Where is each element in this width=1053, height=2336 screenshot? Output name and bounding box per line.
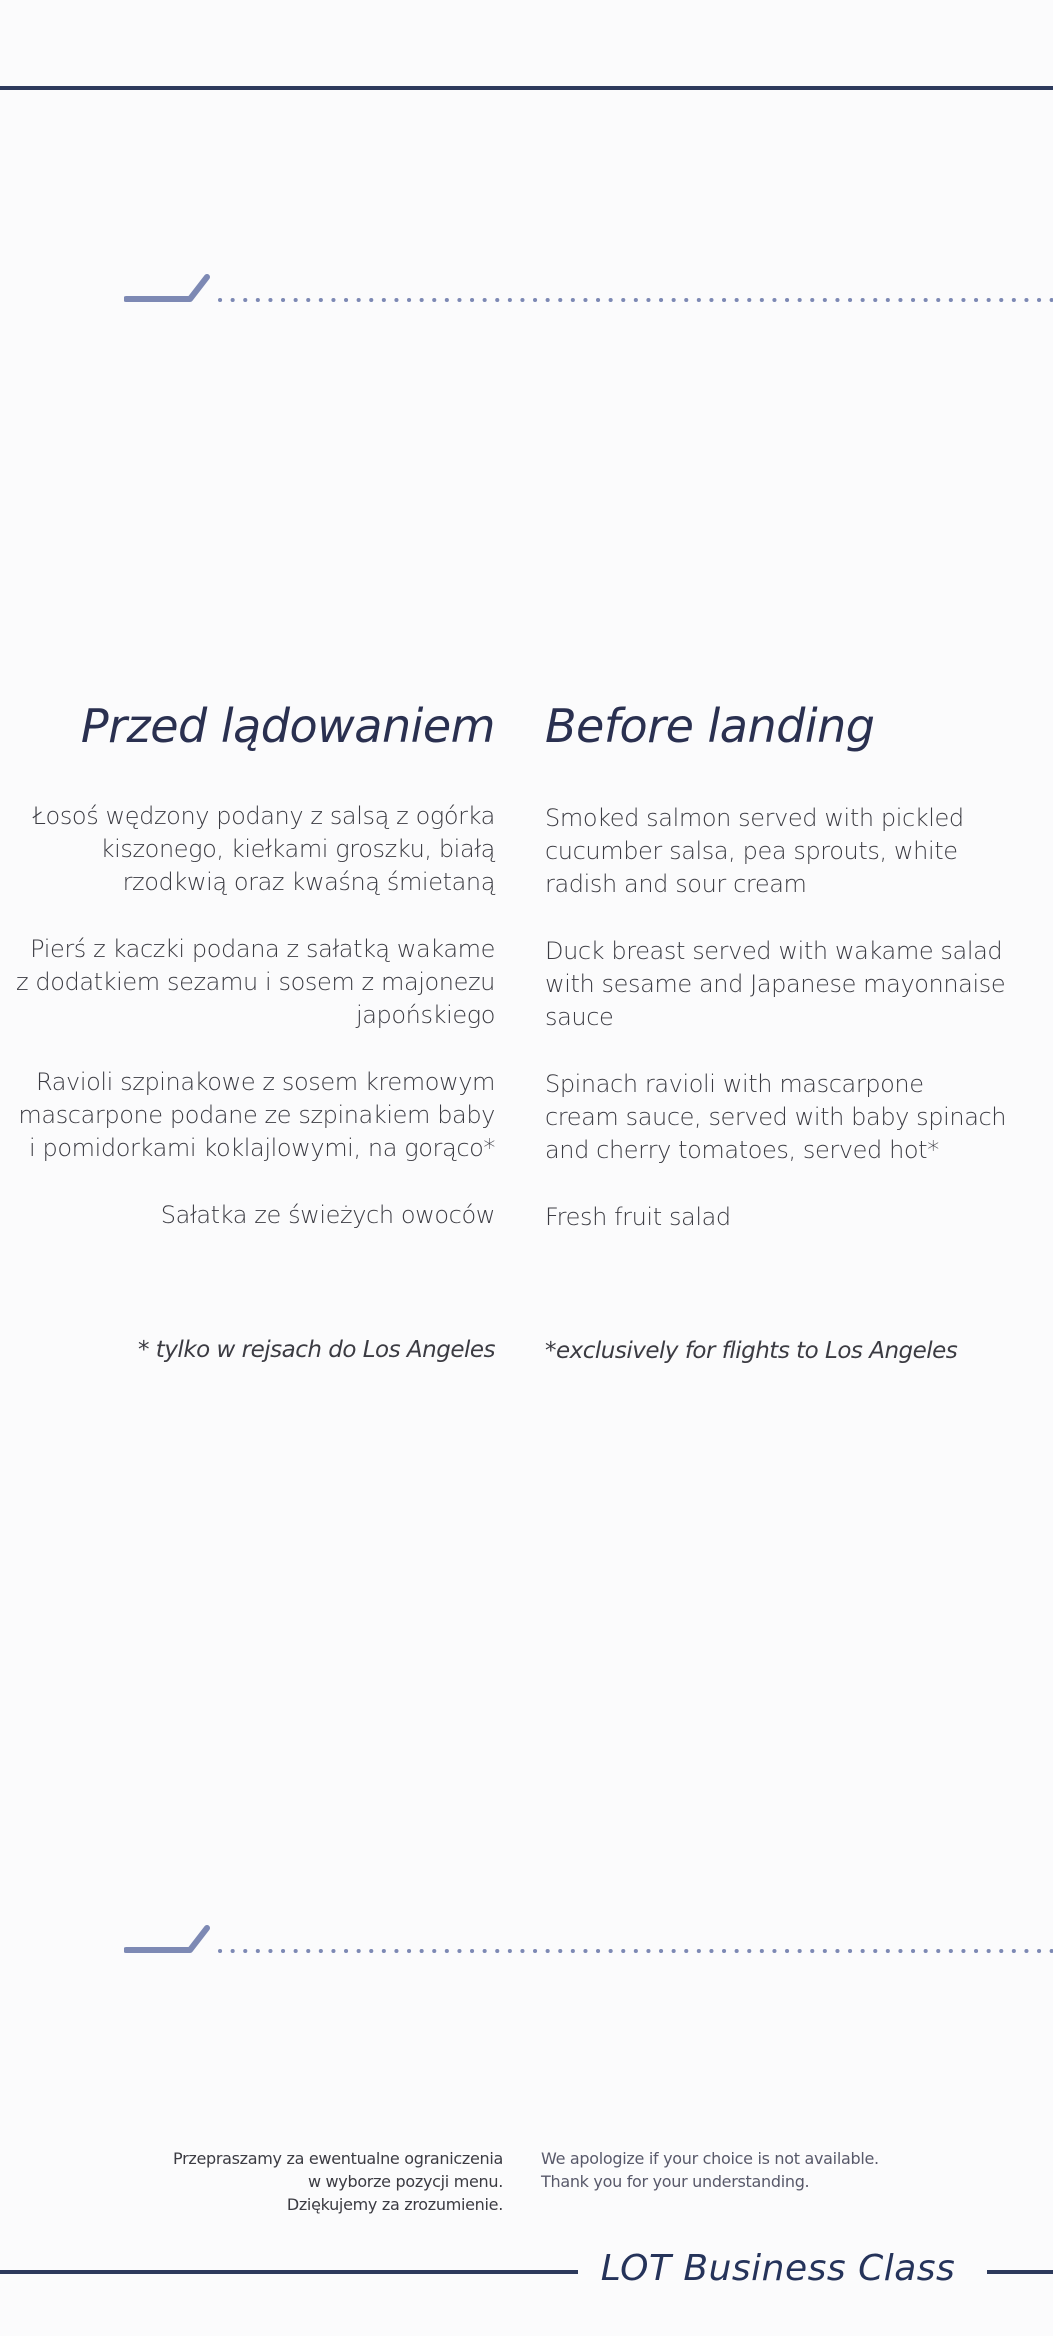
english-footnote: *exclusively for flights to Los Angeles [545, 1338, 958, 1364]
dish-line: cucumber salsa, pea sprouts, white [545, 837, 958, 865]
dish-line: Sałatka ze świeżych owoców [160, 1201, 495, 1229]
dish-line: Pierś z kaczki podana z sałatką wakame [30, 935, 495, 963]
dish-line: mascarpone podane ze szpinakiem baby [18, 1101, 495, 1129]
polish-dish-ravioli [15, 1066, 495, 1165]
dish-line: japońskiego [355, 1001, 495, 1029]
polish-dish-duck [15, 933, 495, 1032]
polish-section-heading: Przed lądowaniem [80, 699, 495, 753]
english-dish-ravioli [545, 1068, 1035, 1167]
apology-line: Thank you for your understanding. [541, 2172, 810, 2191]
dish-line: Fresh fruit salad [545, 1203, 731, 1231]
brand-name: LOT Business Class [600, 2248, 956, 2289]
dish-line: cream sauce, served with baby spinach [545, 1103, 1007, 1131]
dish-line: Łosoś wędzony podany z salsą z ogórka [32, 802, 495, 830]
apology-line: Dziękujemy za zrozumienie. [286, 2195, 503, 2214]
dish-line: and cherry tomatoes, served hot* [545, 1136, 939, 1164]
dish-line: i pomidorkami koklajlowymi, na gorąco* [29, 1134, 495, 1162]
dish-line: radish and sour cream [545, 870, 807, 898]
bottom-divider-line-right [987, 2270, 1053, 2274]
bottom-dotted-ornament [124, 1925, 1053, 1955]
polish-dish-salmon [15, 800, 495, 899]
apology-line: We apologize if your choice is not available. [541, 2149, 879, 2168]
dish-line: sauce [545, 1003, 614, 1031]
dish-line: kiszonego, kiełkami groszku, białą [100, 835, 495, 863]
dish-line: Spinach ravioli with mascarpone [545, 1070, 924, 1098]
english-section-heading: Before landing [545, 699, 875, 753]
dish-line: Duck breast served with wakame salad [545, 937, 1003, 965]
polish-footnote: * tylko w rejsach do Los Angeles [137, 1337, 495, 1363]
bottom-divider-line-left [0, 2270, 578, 2274]
dish-line: Ravioli szpinakowe z sosem kremowym [35, 1068, 495, 1096]
dish-line: with sesame and Japanese mayonnaise [545, 970, 1006, 998]
dish-line: rzodkwią oraz kwaśną śmietaną [122, 868, 495, 896]
english-dish-salmon [545, 802, 1035, 901]
top-divider-line [0, 86, 1053, 90]
apology-line: w wyborze pozycji menu. [307, 2172, 503, 2191]
apology-line: Przepraszamy za ewentualne ograniczenia [173, 2149, 503, 2168]
top-dotted-ornament [124, 274, 1053, 304]
english-dish-fruit-salad [545, 1201, 1035, 1234]
dish-line: Smoked salmon served with pickled [545, 804, 964, 832]
english-dish-duck [545, 935, 1035, 1034]
polish-dish-fruit-salad [15, 1199, 495, 1232]
dish-line: z dodatkiem sezamu i sosem z majonezu [15, 968, 495, 996]
polish-apology [23, 2147, 503, 2216]
english-apology [541, 2147, 1031, 2193]
